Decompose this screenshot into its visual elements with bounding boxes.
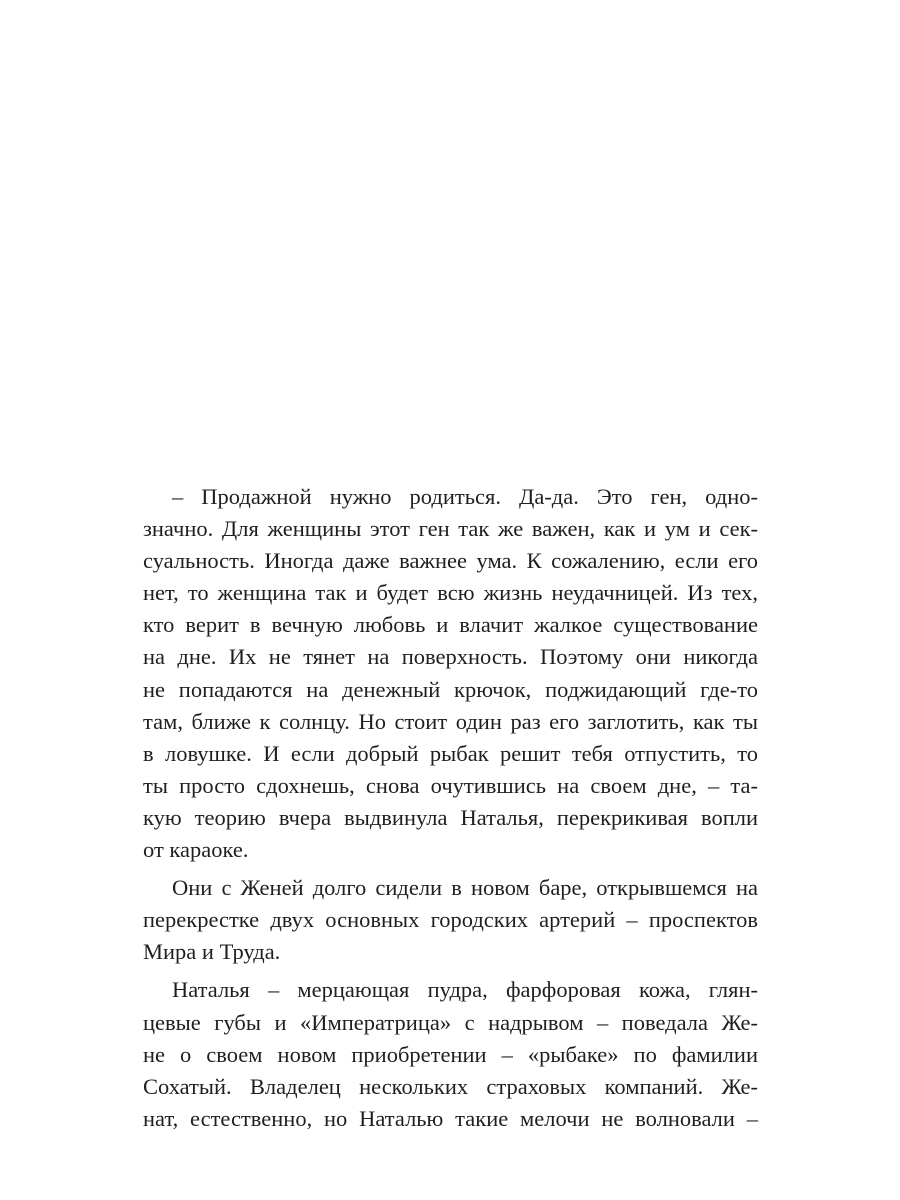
paragraph-1 bbox=[143, 481, 758, 866]
text-line: Мира и Труда. bbox=[143, 939, 281, 965]
text-line: на дне. Их не тянет на поверхность. Поэтому они никогда bbox=[143, 644, 758, 670]
text-line: Наталья – мерцающая пудра, фарфоровая кожа, глян- bbox=[172, 977, 758, 1003]
paragraph-3 bbox=[143, 974, 758, 1134]
text-line: не о своем новом приобретении – «рыбаке» по фамилии bbox=[143, 1041, 758, 1067]
body-text bbox=[143, 481, 758, 1135]
paragraph-2 bbox=[143, 872, 758, 968]
text-line: не попадаются на денежный крючок, поджидающий где-то bbox=[143, 676, 758, 702]
text-line: значно. Для женщины этот ген так же важен, как и ум и сек- bbox=[143, 516, 758, 542]
text-line: Они с Женей долго сидели в новом баре, открывшемся на bbox=[172, 875, 758, 901]
text-line: кто верит в вечную любовь и влачит жалкое существование bbox=[143, 612, 758, 638]
text-line: там, ближе к солнцу. Но стоит один раз его заглотить, как ты bbox=[143, 708, 758, 734]
text-line: Сохатый. Владелец нескольких страховых компаний. Же- bbox=[143, 1073, 758, 1099]
text-line: нат, естественно, но Наталью такие мелочи не волновали – bbox=[143, 1105, 758, 1131]
text-line: кую теорию вчера выдвинула Наталья, перекрикивая вопли bbox=[143, 804, 758, 830]
text-line: перекрестке двух основных городских артерий – проспектов bbox=[143, 907, 758, 933]
text-line: цевые губы и «Императрица» с надрывом – поведала Же- bbox=[143, 1009, 758, 1035]
text-line: в ловушке. И если добрый рыбак решит тебя отпустить, то bbox=[143, 740, 758, 766]
text-line: нет, то женщина так и будет всю жизнь неудачницей. Из тех, bbox=[143, 580, 758, 606]
text-line: суальность. Иногда даже важнее ума. К сожалению, если его bbox=[143, 548, 758, 574]
text-line: – Продажной нужно родиться. Да-да. Это ген, одно- bbox=[172, 484, 758, 509]
text-line: от караоке. bbox=[143, 837, 249, 863]
text-line: ты просто сдохнешь, снова очутившись на своем дне, – та- bbox=[143, 772, 758, 798]
